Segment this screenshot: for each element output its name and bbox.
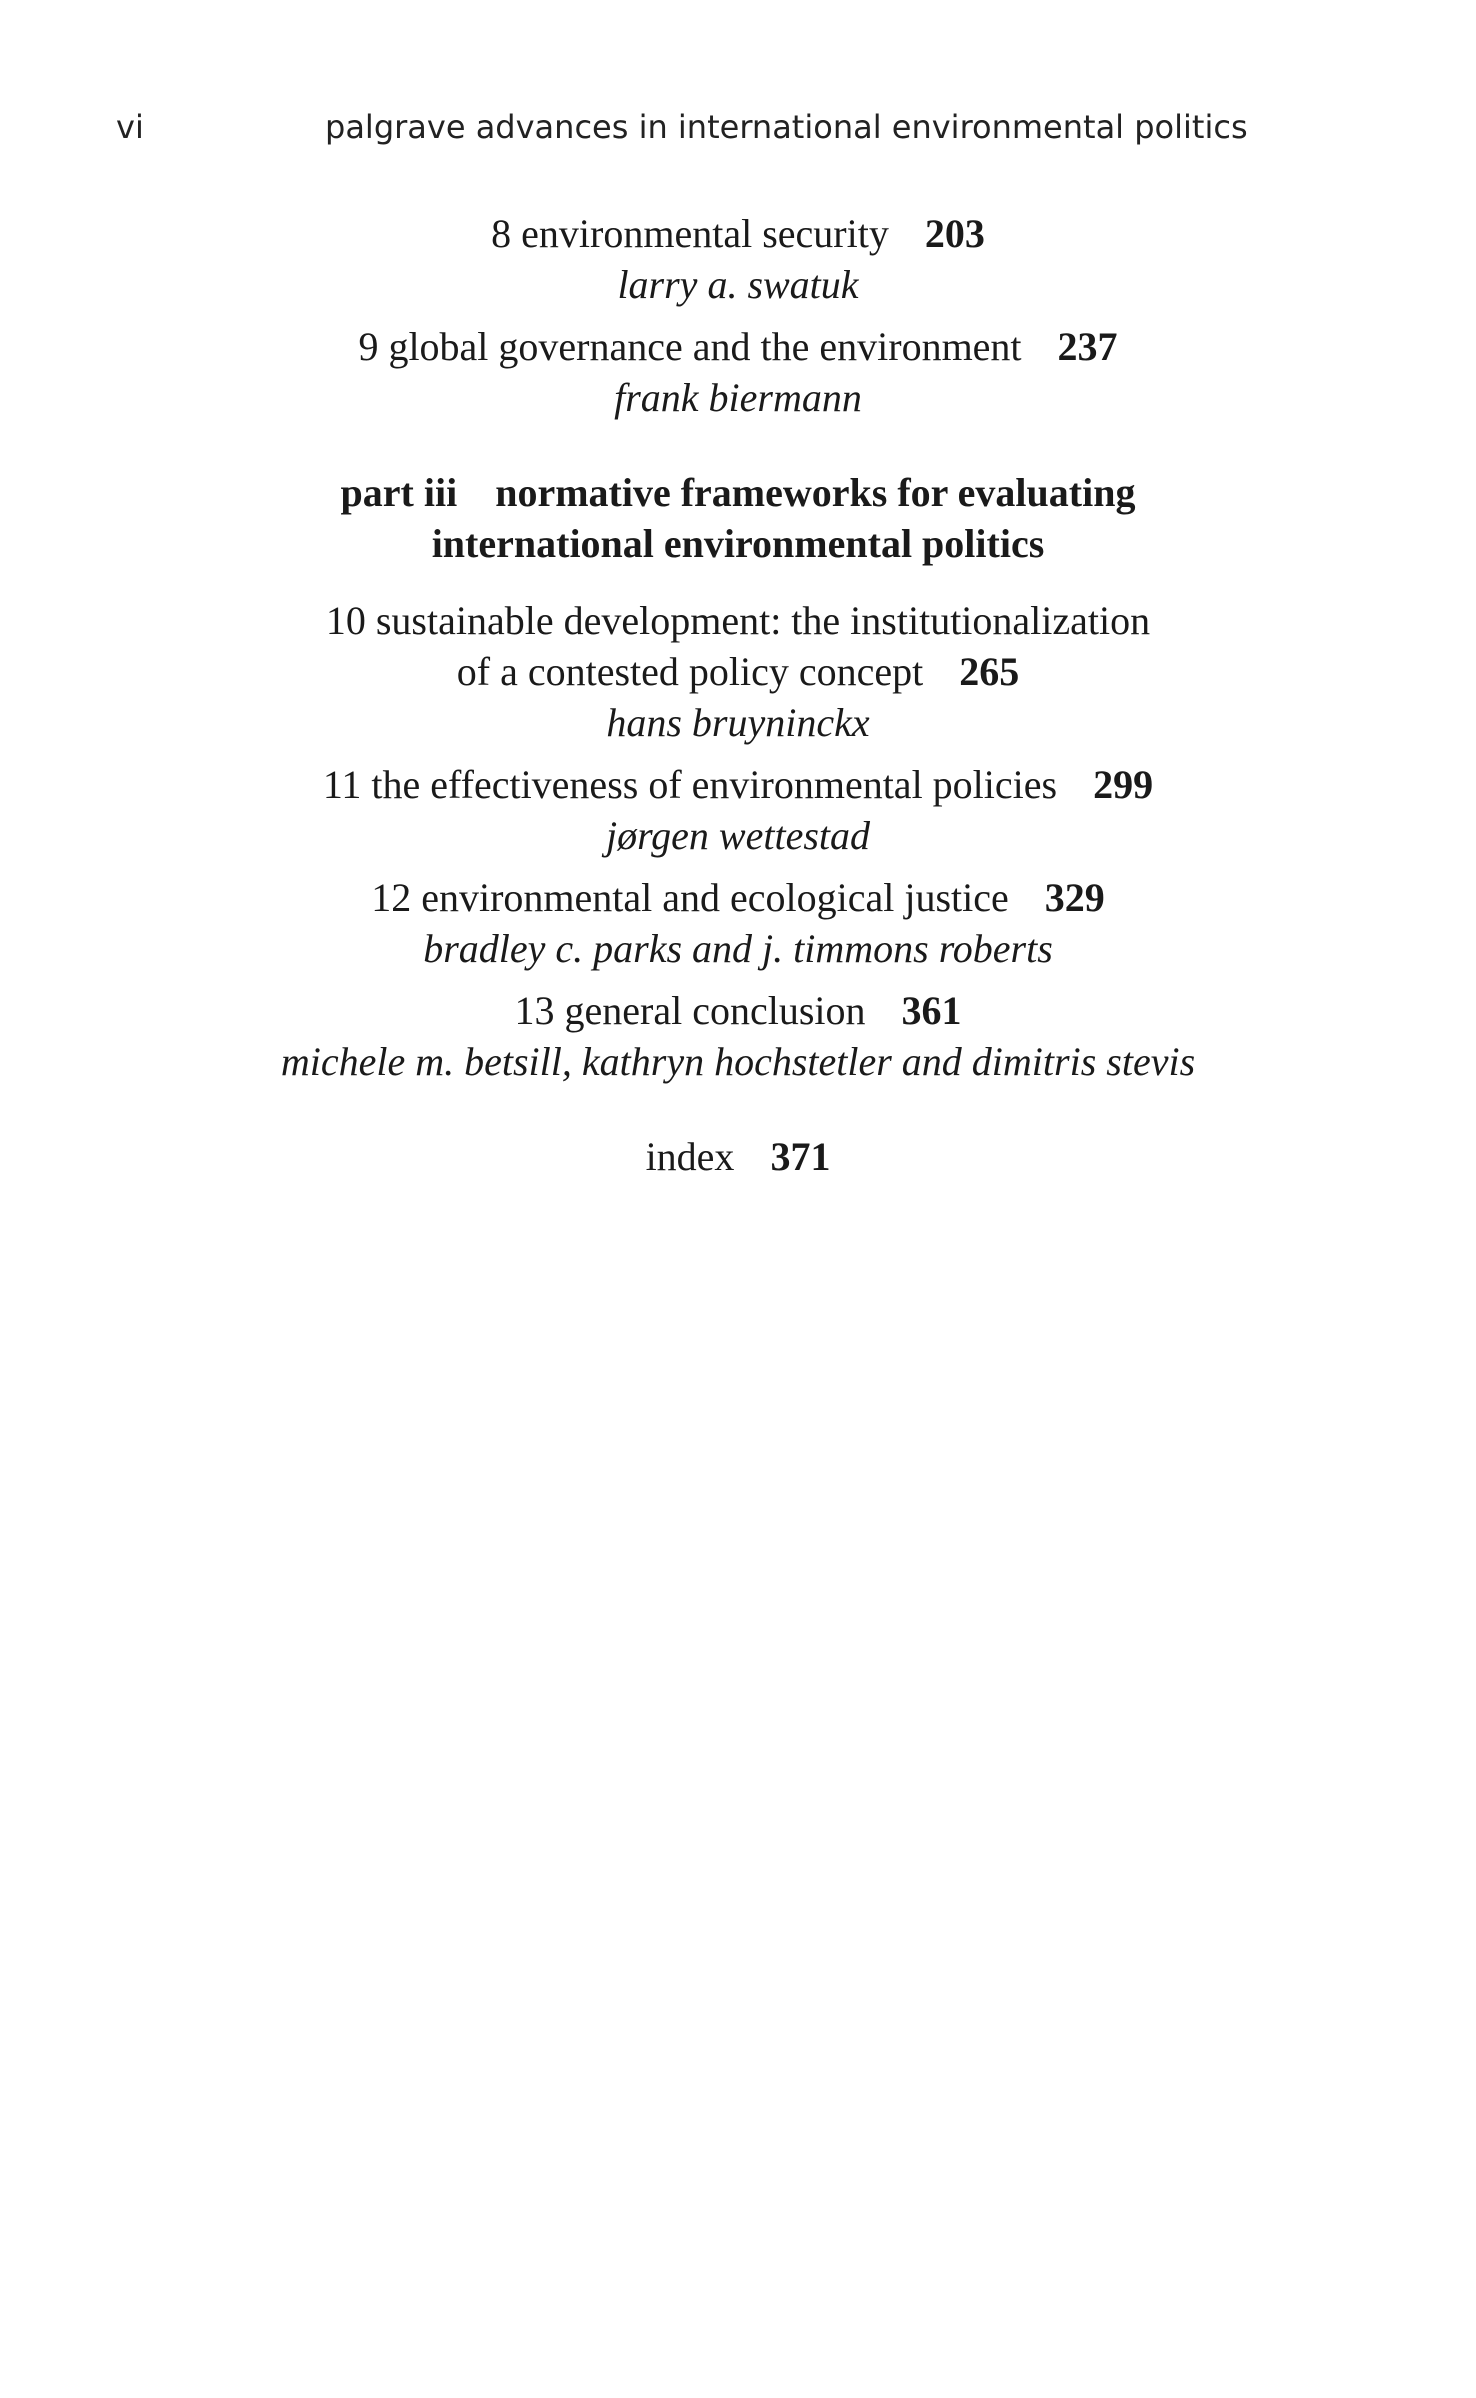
part-heading xyxy=(0,467,1476,569)
chapter-page-number: 265 xyxy=(959,649,1020,694)
chapter-author: michele m. betsill, kathryn hochstetler and dimitris stevis xyxy=(280,1039,1196,1084)
chapter-page-number: 329 xyxy=(1044,875,1105,920)
part-label: part iii xyxy=(340,470,458,515)
chapter-title-line xyxy=(0,759,1476,810)
chapter-title-line xyxy=(0,985,1476,1036)
toc-entry-index[interactable] xyxy=(0,1131,1476,1182)
chapter-page-number: 299 xyxy=(1093,762,1154,807)
chapter-title-line-1: 10 sustainable development: the institutionalization xyxy=(325,598,1151,643)
table-of-contents xyxy=(0,208,1476,1193)
part-title-line-2: international environmental politics xyxy=(431,521,1045,566)
part-heading-line-1 xyxy=(0,467,1476,518)
chapter-title: 12 environmental and ecological justice xyxy=(371,875,1009,920)
chapter-title-line-2 xyxy=(0,646,1476,697)
chapter-page-number: 203 xyxy=(924,211,985,256)
chapter-title-line xyxy=(0,872,1476,923)
chapter-author: frank biermann xyxy=(614,375,862,420)
running-head xyxy=(0,108,1476,154)
chapter-author: hans bruyninckx xyxy=(606,700,870,745)
running-title: palgrave advances in international environmental politics xyxy=(325,108,1248,146)
chapter-title: 8 environmental security xyxy=(491,211,889,256)
chapter-title: 11 the effectiveness of environmental policies xyxy=(322,762,1058,807)
chapter-title-line xyxy=(0,208,1476,259)
chapter-title: 9 global governance and the environment xyxy=(358,324,1022,369)
toc-entry-chapter-10[interactable] xyxy=(0,595,1476,748)
chapter-author: jørgen wettestad xyxy=(605,813,871,858)
index-line xyxy=(0,1131,1476,1182)
index-label: index xyxy=(645,1134,735,1179)
chapter-page-number: 361 xyxy=(901,988,962,1033)
page-number: vi xyxy=(116,108,144,146)
toc-entry-chapter-12[interactable] xyxy=(0,872,1476,974)
chapter-page-number: 237 xyxy=(1057,324,1118,369)
toc-entry-chapter-8[interactable] xyxy=(0,208,1476,310)
part-title-line-1: normative frameworks for evaluating xyxy=(495,470,1136,515)
chapter-author: bradley c. parks and j. timmons roberts xyxy=(423,926,1053,971)
index-page-number: 371 xyxy=(770,1134,831,1179)
chapter-author: larry a. swatuk xyxy=(617,262,859,307)
toc-entry-chapter-9[interactable] xyxy=(0,321,1476,423)
toc-entry-chapter-11[interactable] xyxy=(0,759,1476,861)
toc-entry-chapter-13[interactable] xyxy=(0,985,1476,1087)
chapter-title-line xyxy=(0,321,1476,372)
chapter-title: of a contested policy concept xyxy=(456,649,924,694)
chapter-title: 13 general conclusion xyxy=(514,988,866,1033)
